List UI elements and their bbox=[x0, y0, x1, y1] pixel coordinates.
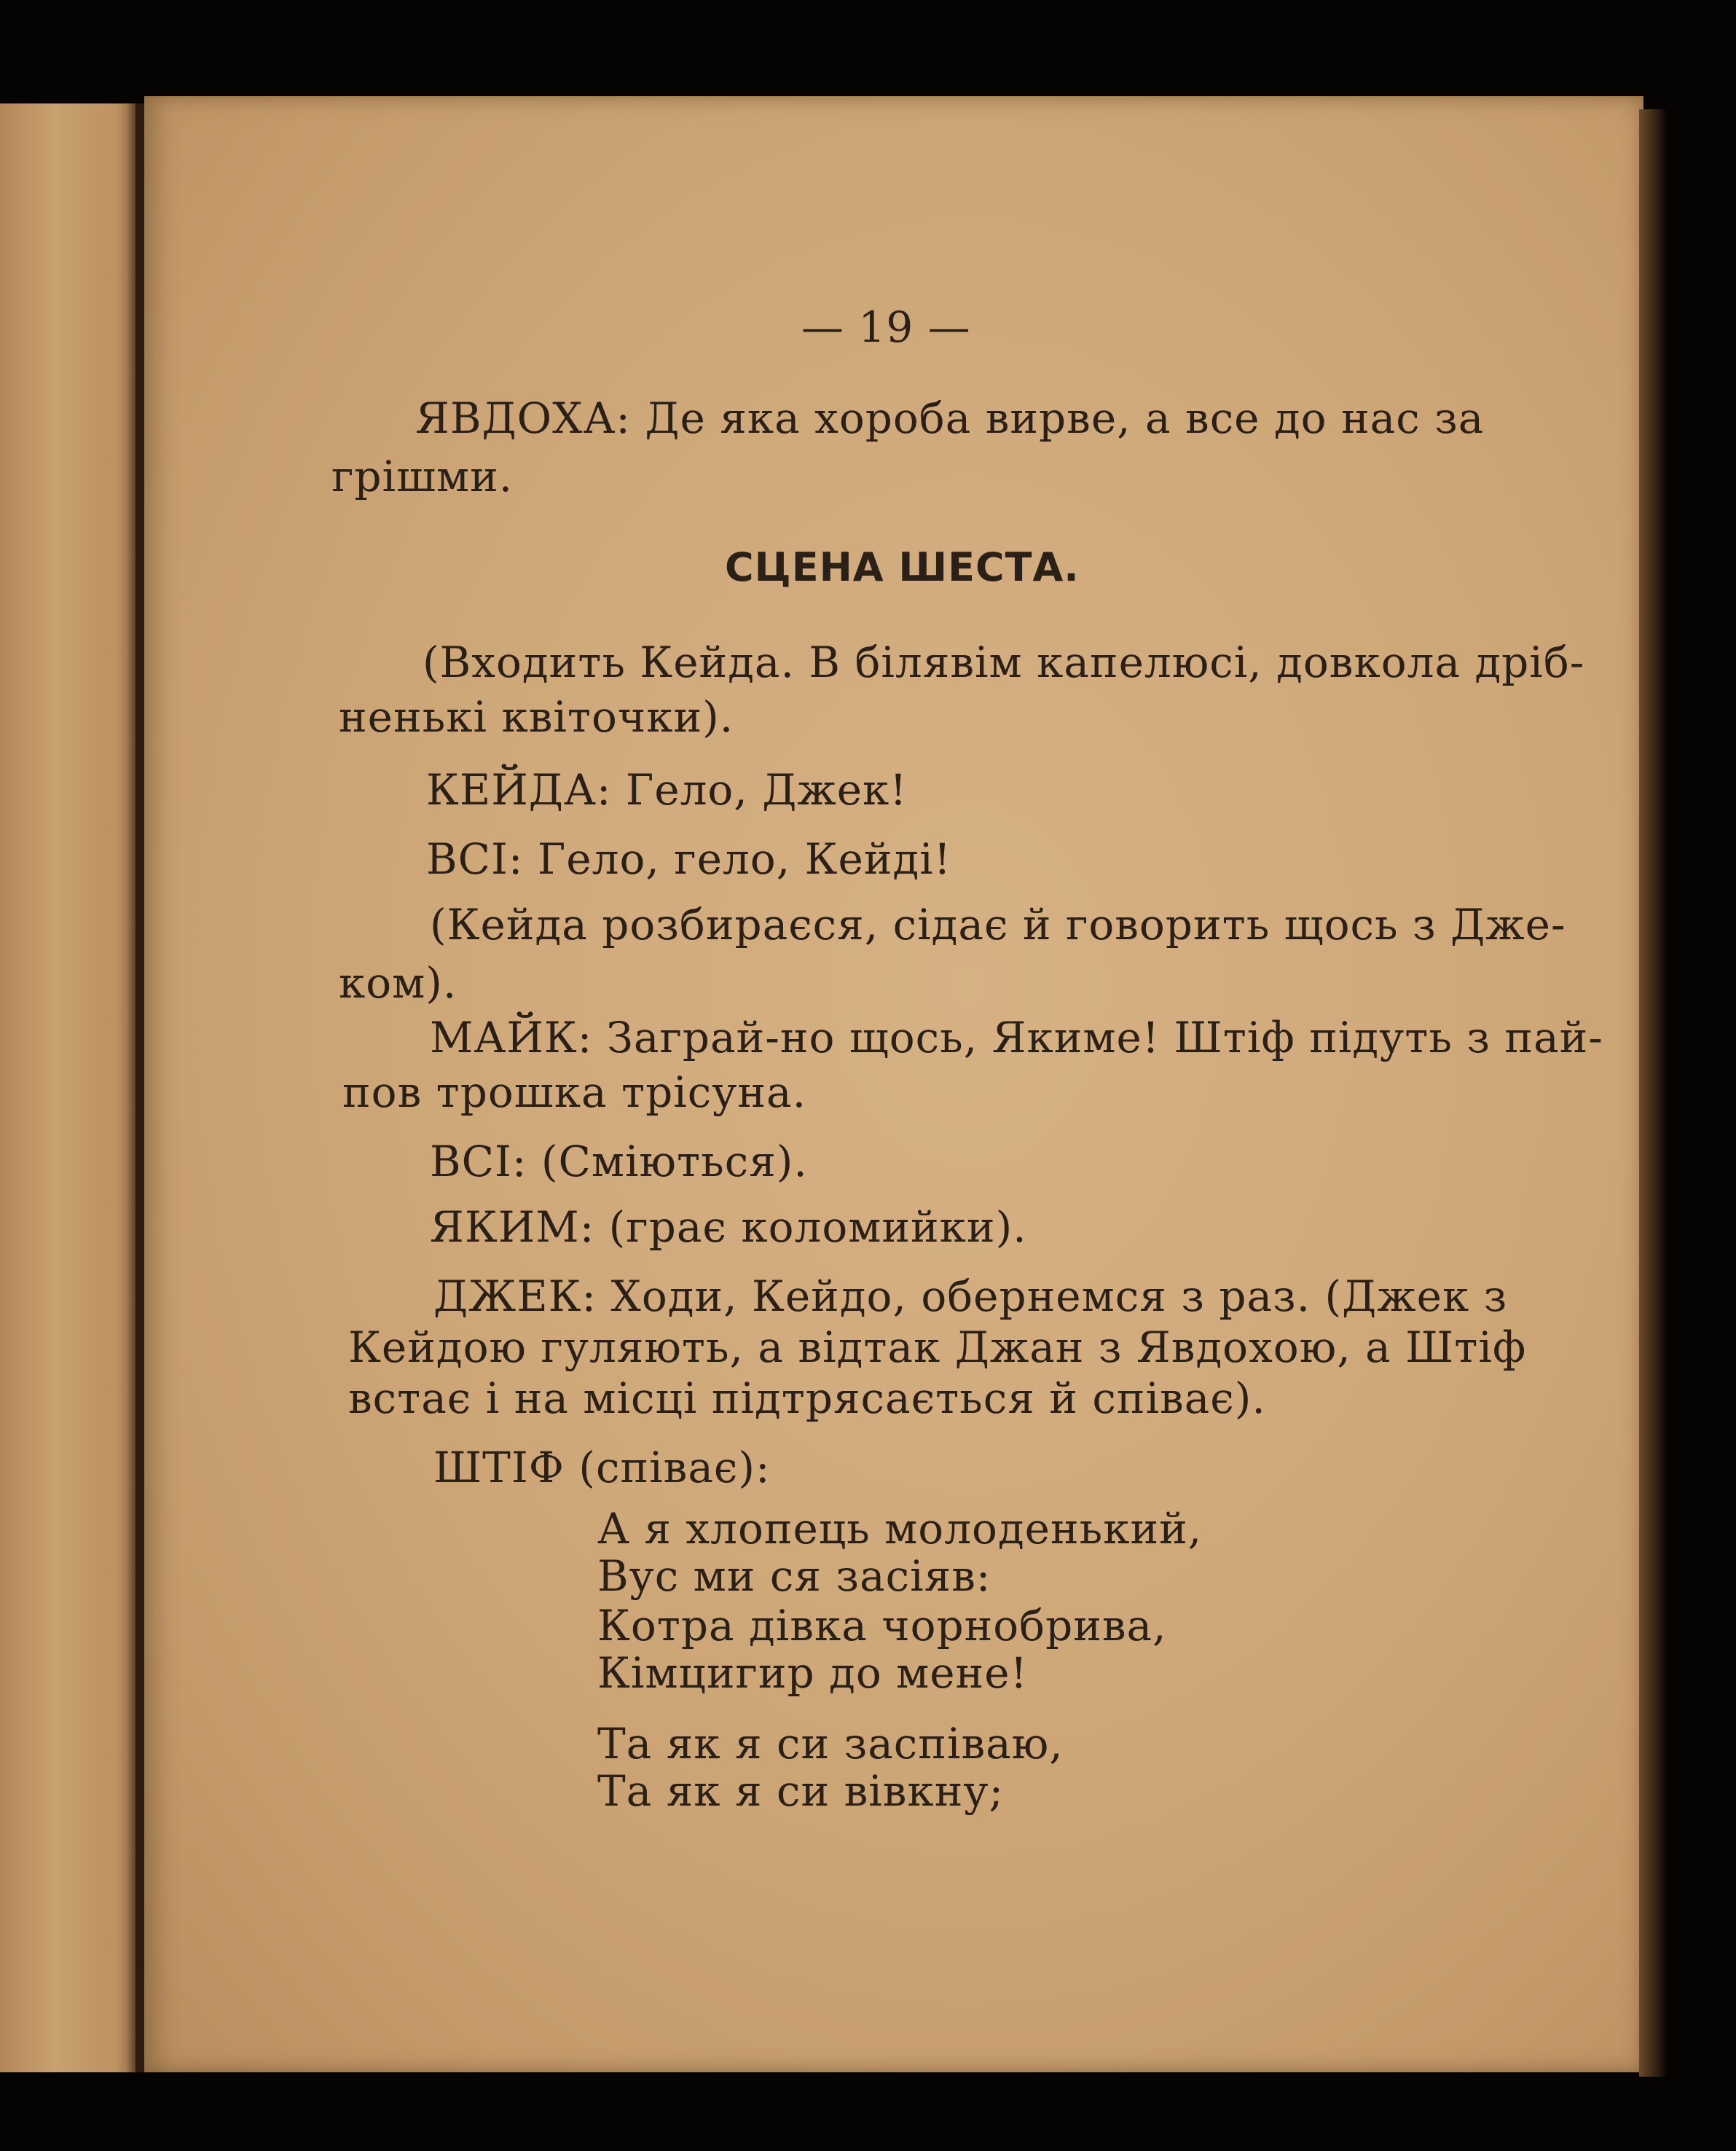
dialogue-line: ВСІ: Гело, гело, Кейді! bbox=[426, 834, 952, 884]
page-number: — 19 — bbox=[801, 302, 971, 352]
song-line: Та як я си вівкну; bbox=[597, 1766, 1005, 1816]
dialogue-line: ШТІФ (співає): bbox=[433, 1443, 771, 1492]
dialogue-line: КЕЙДА: Гело, Джек! bbox=[426, 765, 908, 815]
song-line: Котра дівка чорнобрива, bbox=[597, 1601, 1167, 1650]
dialogue-line: МАЙК: Заграй-но щось, Якиме! Штіф підуть з пай- bbox=[430, 1013, 1603, 1062]
dialogue-line: ВСІ: (Сміються). bbox=[430, 1137, 808, 1186]
dialogue-line: ЯКИМ: (грає коломийки). bbox=[430, 1202, 1027, 1252]
stage-direction: (Кейда розбираєся, сідає й говорить щось з Дже- bbox=[430, 900, 1566, 949]
stage-direction: (Входить Кейда. В білявім капелюсі, довкола дріб- bbox=[423, 638, 1585, 687]
song-line: Вус ми ся засіяв: bbox=[597, 1551, 991, 1601]
song-line: Кімцигир до мене! bbox=[597, 1648, 1028, 1698]
text-line: ЯВДОХА: Де яка хороба вирве, а все до нас за bbox=[415, 393, 1485, 443]
page-edge-shadow bbox=[1639, 109, 1667, 2077]
left-page-edge bbox=[0, 103, 137, 2072]
dialogue-line: ДЖЕК: Ходи, Кейдо, обернемся з раз. (Джек з bbox=[433, 1272, 1508, 1321]
stage-direction: ком). bbox=[339, 958, 457, 1008]
dialogue-line: Кейдою гуляють, а відтак Джан з Явдохою, а Штіф bbox=[348, 1323, 1527, 1372]
song-line: А я хлопець молоденький, bbox=[597, 1504, 1203, 1554]
scene-heading: СЦЕНА ШЕСТА. bbox=[725, 544, 1080, 590]
stage-direction: ненькі квіточки). bbox=[339, 692, 734, 742]
dialogue-line: пов трошка трісуна. bbox=[342, 1067, 807, 1117]
text-line: грішми. bbox=[331, 452, 514, 501]
song-line: Та як я си заспіваю, bbox=[597, 1719, 1064, 1768]
dialogue-line: встає і на місці підтрясається й співає). bbox=[348, 1374, 1266, 1423]
